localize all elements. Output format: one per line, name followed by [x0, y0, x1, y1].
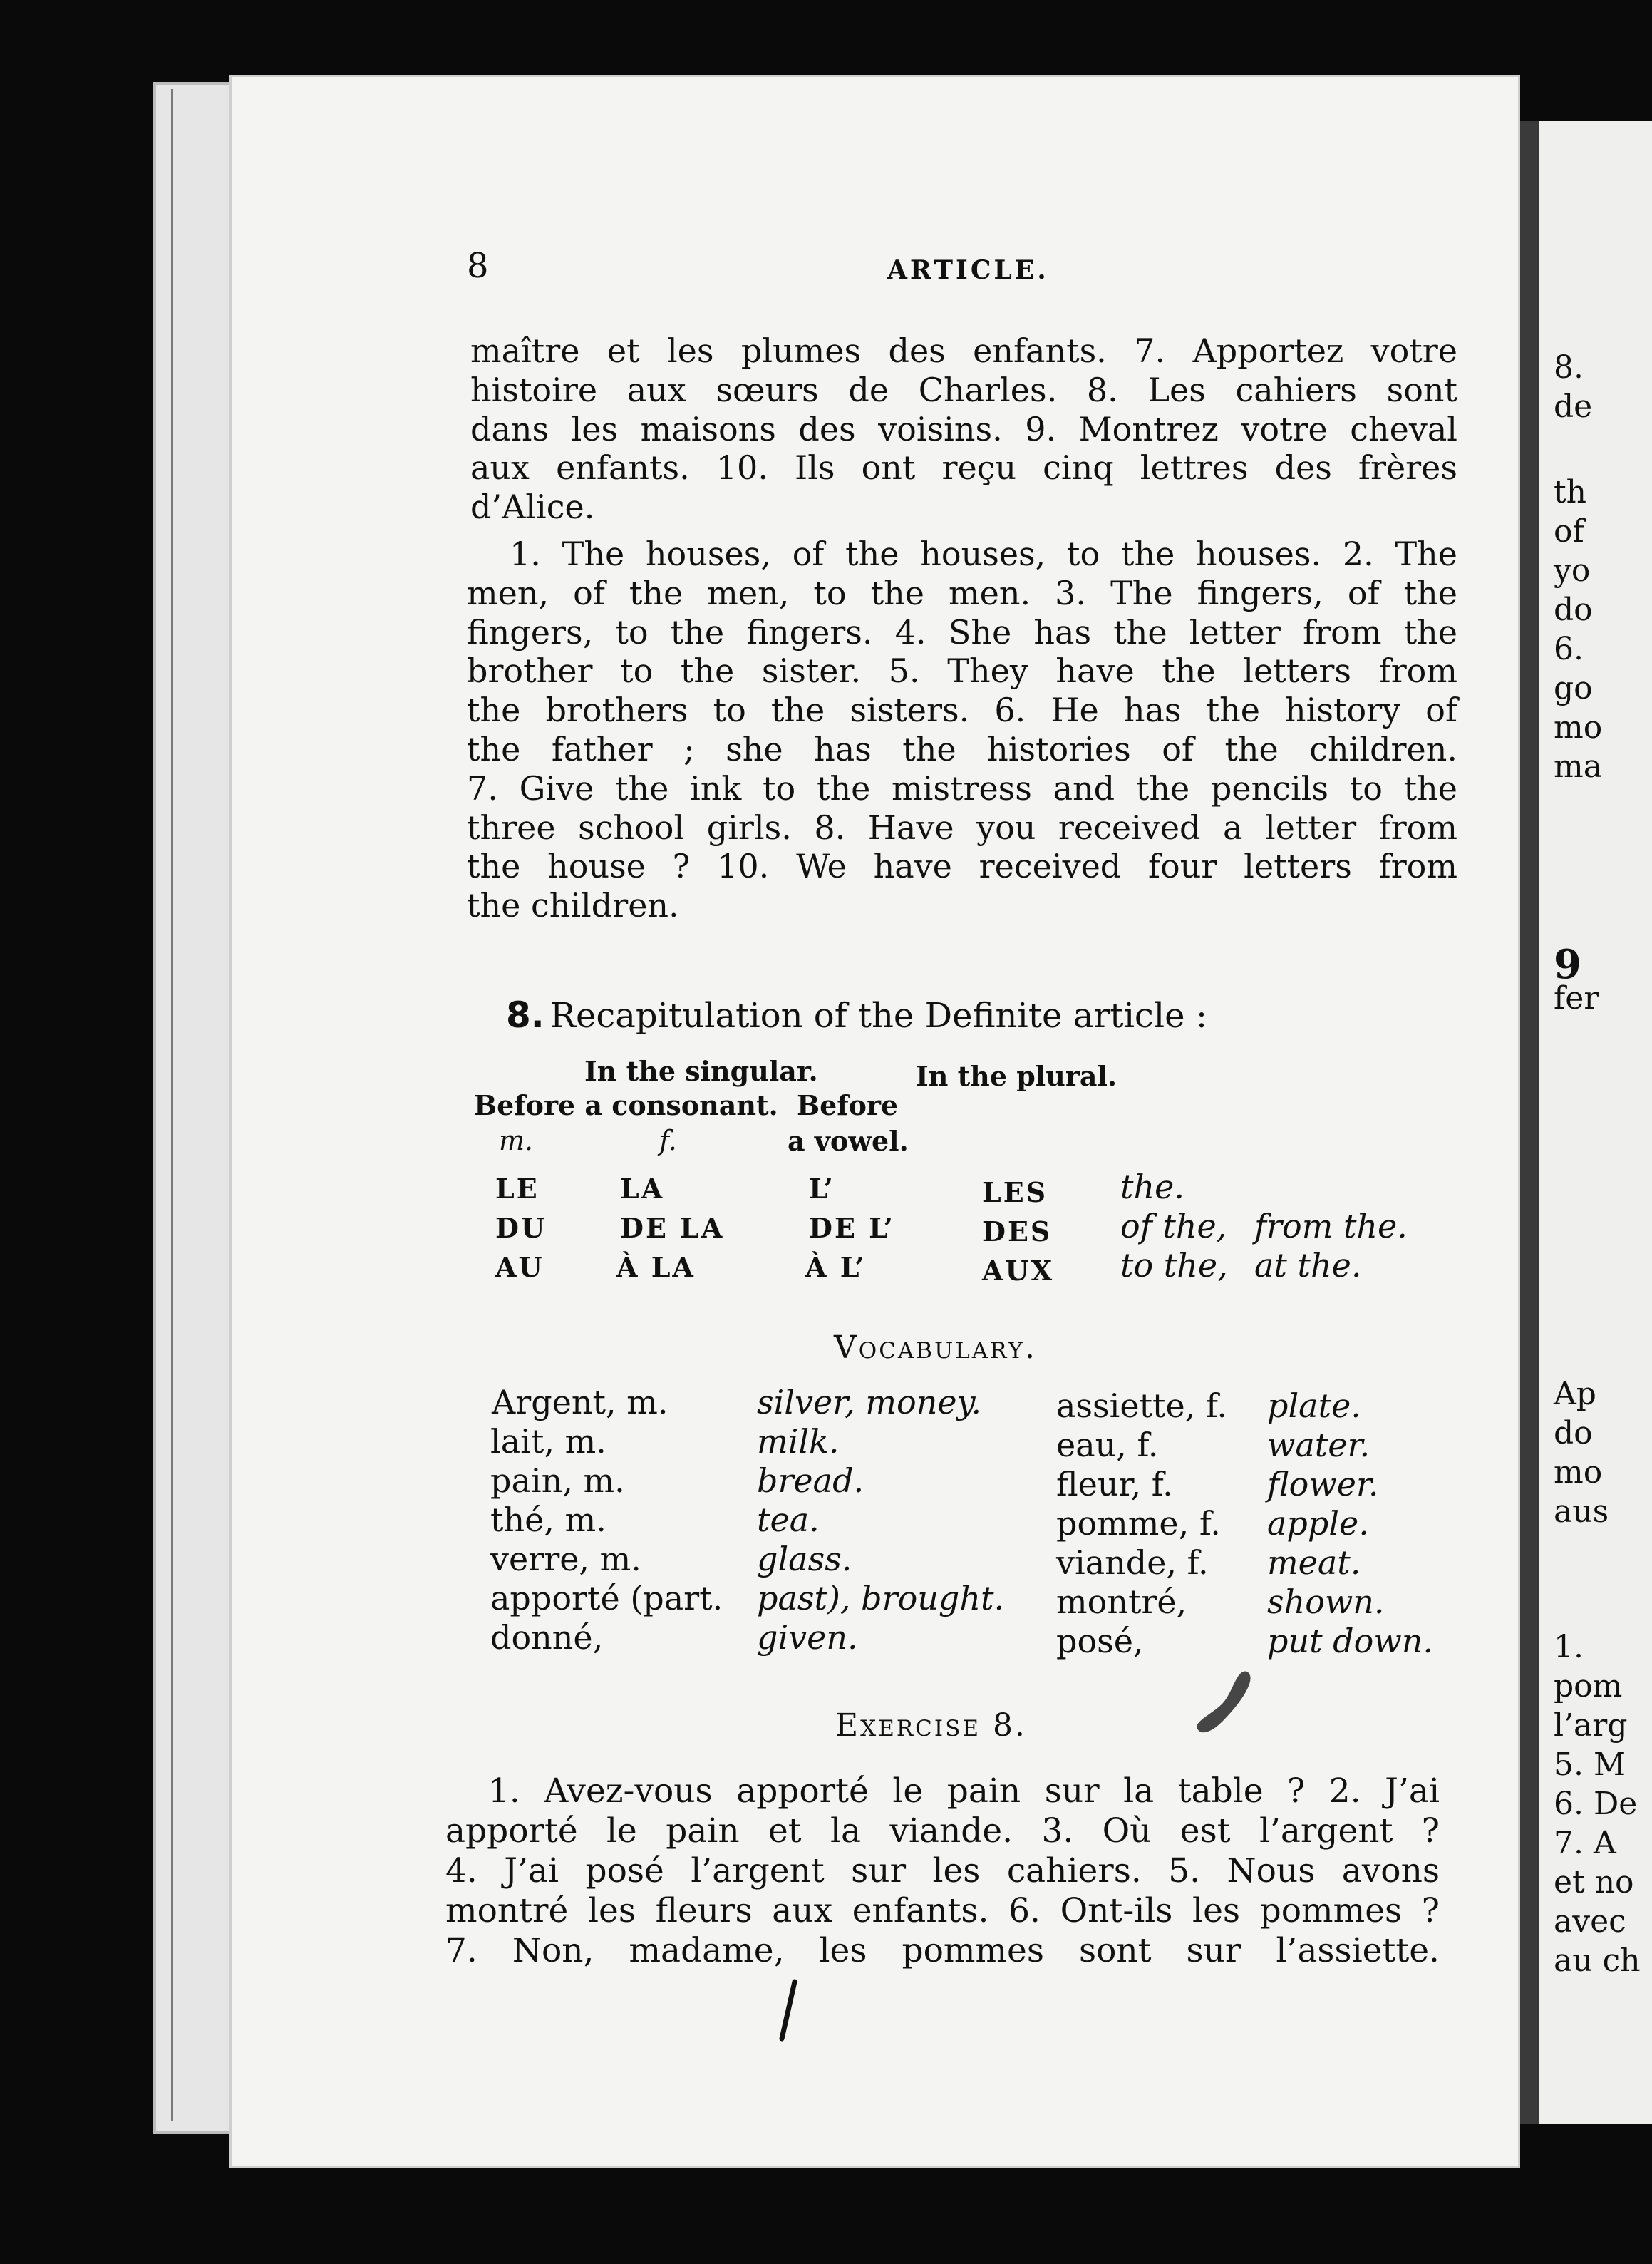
text-line: the brothers to the sisters. 6. He has the history of — [467, 691, 1457, 730]
text-line: histoire aux sœurs de Charles. 8. Les cahiers sont — [470, 370, 1457, 409]
article-cell: DES — [982, 1215, 1053, 1247]
facing-fragment: de — [1554, 389, 1593, 425]
facing-fragment: pom — [1554, 1668, 1623, 1704]
facing-fragment: of — [1554, 513, 1584, 550]
vocabulary-title: Vocabulary. — [834, 1329, 1038, 1366]
facing-fragment: do — [1554, 592, 1593, 628]
vocab-meaning: plate. — [1267, 1386, 1361, 1425]
vocab-meaning: tea. — [757, 1501, 820, 1539]
vocab-meaning: put down. — [1267, 1622, 1433, 1660]
facing-fragment: Ap — [1554, 1376, 1596, 1412]
facing-fragment: avec — [1554, 1903, 1626, 1940]
exercise-english-text — [467, 535, 1457, 925]
text-line: men, of the men, to the men. 3. The fingers, of the — [467, 573, 1457, 612]
facing-fragment: ma — [1554, 748, 1602, 785]
text-line: 4. J’ai posé l’argent sur les cahiers. 5. Nous avons — [445, 1851, 1440, 1890]
vocab-word: pain, m. — [490, 1461, 625, 1500]
vocab-word: posé, — [1056, 1622, 1144, 1660]
text-line: 7. Non, madame, les pommes sont sur l’assiette. — [445, 1931, 1440, 1970]
article-translation: from the. — [1254, 1207, 1408, 1245]
article-cell: DU — [495, 1212, 547, 1244]
section-title: Recapitulation of the Definite article : — [549, 996, 1207, 1036]
article-cell: À L’ — [805, 1251, 867, 1283]
article-cell: AUX — [982, 1255, 1055, 1287]
facing-fragment: 1. — [1554, 1629, 1584, 1665]
vocab-word: lait, m. — [490, 1422, 606, 1461]
vocab-meaning: milk. — [757, 1422, 840, 1461]
vocab-meaning: shown. — [1267, 1583, 1385, 1621]
facing-fragment: go — [1554, 670, 1593, 706]
vocab-word: Argent, m. — [492, 1383, 668, 1421]
vocab-word: thé, m. — [490, 1501, 606, 1539]
vocab-meaning: given. — [757, 1618, 858, 1657]
article-translation: to the, — [1120, 1246, 1228, 1285]
facing-fragment: mo — [1554, 709, 1603, 746]
facing-fragment: 8. — [1554, 349, 1584, 386]
vocab-meaning: water. — [1267, 1426, 1370, 1464]
facing-fragment: l’arg — [1554, 1707, 1628, 1744]
text-line: the father ; she has the histories of the children. — [467, 729, 1457, 768]
text-line: the house ? 10. We have received four letters from — [467, 847, 1457, 886]
text-line: 7. Give the ink to the mistress and the pencils to the — [467, 768, 1457, 808]
vocab-meaning: silver, money. — [757, 1383, 982, 1421]
vocab-meaning: glass. — [757, 1540, 852, 1578]
section-heading — [506, 994, 1207, 1036]
article-translation: the. — [1120, 1168, 1184, 1206]
header-gender-m: m. — [499, 1125, 534, 1156]
running-head: ARTICLE. — [887, 255, 1049, 285]
text-line: dans les maisons des voisins. 9. Montrez votre cheval — [470, 409, 1457, 448]
text-line: 1. The houses, of the houses, to the houses. 2. The — [510, 535, 1457, 573]
facing-fragment: yo — [1554, 552, 1591, 589]
vocab-word: donné, — [490, 1618, 604, 1657]
text-line: 1. Avez-vous apporté le pain sur la table ? 2. J’ai — [488, 1771, 1440, 1811]
header-consonant: Before a consonant. — [474, 1089, 778, 1121]
text-line: maître et les plumes des enfants. 7. Apportez votre — [470, 331, 1457, 370]
header-singular: In the singular. — [584, 1055, 818, 1087]
article-cell: LES — [982, 1176, 1048, 1208]
facing-fragment: aus — [1554, 1493, 1609, 1530]
article-cell: À LA — [616, 1251, 696, 1283]
facing-fragment: mo — [1554, 1454, 1603, 1491]
facing-page — [1518, 121, 1652, 2124]
exercise-title: Exercise 8. — [835, 1707, 1027, 1744]
text-line: aux enfants. 10. Ils ont reçu cinq lettres des frères — [470, 448, 1457, 488]
vocab-word: viande, f. — [1056, 1543, 1209, 1582]
facing-fragment: 5. M — [1554, 1746, 1626, 1783]
facing-fragment: th — [1554, 474, 1587, 510]
facing-fragment: 9 — [1554, 941, 1581, 988]
text-line: brother to the sister. 5. They have the letters from — [467, 652, 1457, 691]
text-line: three school girls. 8. Have you received a letter from — [467, 808, 1457, 847]
article-cell: AU — [495, 1251, 544, 1283]
article-cell: LE — [495, 1173, 540, 1205]
ink-blot — [1190, 1664, 1269, 1743]
article-cell: L’ — [809, 1173, 835, 1205]
book-edge-line — [171, 89, 237, 2121]
text-line: montré les fleurs aux enfants. 6. Ont-ils les pommes ? — [445, 1891, 1440, 1930]
exercise8-text — [445, 1771, 1440, 1971]
vocab-meaning: meat. — [1267, 1543, 1361, 1582]
header-before: Before — [797, 1089, 899, 1121]
article-translation: of the, — [1120, 1207, 1227, 1245]
exercise-french-text — [470, 331, 1457, 527]
article-cell: LA — [620, 1173, 665, 1205]
facing-fragment: au ch — [1554, 1943, 1641, 1979]
facing-fragment: fer — [1554, 980, 1599, 1017]
text-line: d’Alice. — [470, 488, 595, 527]
vocab-word: pomme, f. — [1056, 1504, 1221, 1543]
header-gender-f: f. — [659, 1125, 677, 1156]
vocab-meaning: past), brought. — [757, 1579, 1005, 1617]
facing-fragment: 7. A — [1554, 1825, 1616, 1861]
facing-fragment: do — [1554, 1415, 1593, 1451]
ink-mark — [773, 1978, 802, 2042]
vocab-word: verre, m. — [490, 1540, 641, 1578]
vocab-meaning: apple. — [1267, 1504, 1369, 1543]
vocab-word: assiette, f. — [1056, 1386, 1228, 1425]
facing-fragment: 6. — [1554, 631, 1584, 667]
section-number: 8. — [506, 994, 544, 1036]
vocab-meaning: bread. — [757, 1461, 864, 1500]
text-line: fingers, to the fingers. 4. She has the letter from the — [467, 612, 1457, 652]
vocab-word: eau, f. — [1056, 1426, 1159, 1464]
article-cell: DE L’ — [809, 1212, 895, 1244]
vocab-meaning: flower. — [1267, 1465, 1379, 1503]
facing-fragment: 6. De — [1554, 1786, 1638, 1822]
facing-fragment: et no — [1554, 1864, 1634, 1900]
text-line: the children. — [467, 886, 679, 925]
article-translation: at the. — [1254, 1246, 1362, 1285]
header-vowel: a vowel. — [788, 1125, 909, 1157]
vocab-word: fleur, f. — [1056, 1465, 1173, 1503]
page-number: 8 — [467, 246, 489, 286]
text-line: apporté le pain et la viande. 3. Où est l’argent ? — [445, 1811, 1440, 1851]
header-plural: In the plural. — [916, 1060, 1117, 1092]
vocab-word: apporté (part. — [490, 1579, 723, 1617]
article-cell: DE LA — [620, 1212, 725, 1244]
vocab-word: montré, — [1056, 1583, 1187, 1621]
